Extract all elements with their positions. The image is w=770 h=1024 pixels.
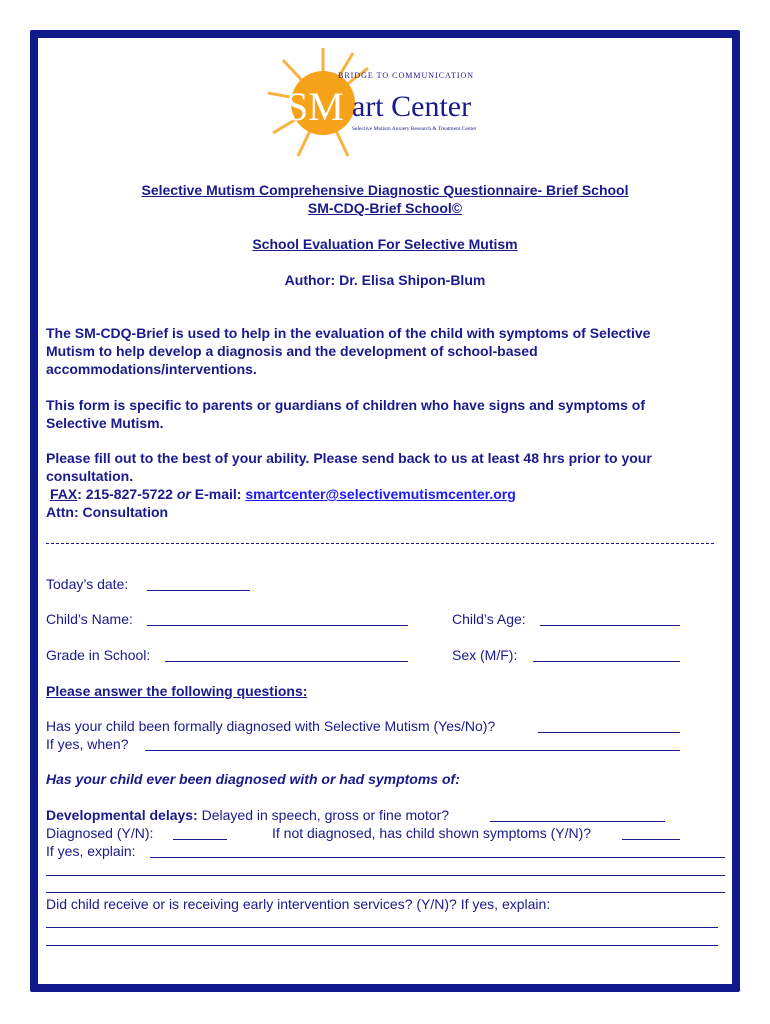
q1-when-field[interactable] [145, 750, 680, 751]
explain-field-3[interactable] [46, 892, 725, 893]
or-text: or [176, 486, 191, 502]
explain-label: If yes, explain: [46, 843, 136, 859]
q3-field-1[interactable] [46, 927, 718, 928]
sex-field[interactable] [533, 661, 680, 662]
symptoms-field[interactable] [622, 839, 680, 840]
today-date-field[interactable] [147, 590, 250, 591]
svg-text:BRIDGE TO COMMUNICATION: BRIDGE TO COMMUNICATION [338, 71, 475, 80]
q1-answer-field[interactable] [538, 732, 680, 733]
intro-p3-line-2: consultation. [46, 468, 134, 484]
q1-when-label: If yes, when? [46, 736, 129, 752]
q1-text: Has your child been formally diagnosed with Selective Mutism (Yes/No)? [46, 718, 496, 734]
intro-p2-line-1: This form is specific to parents or guardians of children who have signs and symptoms of [46, 397, 645, 413]
grade-label: Grade in School: [46, 647, 151, 663]
explain-field-2[interactable] [46, 875, 725, 876]
svg-text:Selective Mutism Anxiety Resea: Selective Mutism Anxiety Research & Treatment Center [352, 126, 477, 132]
intro-p3-line-1: Please fill out to the best of your ability. Please send back to us at least 48 hrs prior to your [46, 450, 652, 466]
smart-center-logo [268, 48, 518, 158]
child-name-label: Child’s Name: [46, 611, 133, 627]
attn-line: Attn: Consultation [46, 504, 169, 520]
contact-line [50, 486, 516, 502]
intro-line-1: The SM-CDQ-Brief is used to help in the evaluation of the child with symptoms of Selective [46, 325, 651, 341]
intro-line-3: accommodations/interventions. [46, 361, 257, 377]
svg-text:SM: SM [286, 84, 344, 129]
email-link[interactable]: smartcenter@selectivemutismcenter.org [245, 486, 516, 502]
q2-heading: Has your child ever been diagnosed with or had symptoms of: [46, 771, 460, 787]
dev-text: Delayed in speech, gross or fine motor? [197, 807, 450, 823]
dev-label: Developmental delays: [46, 807, 198, 823]
section-heading: School Evaluation For Selective Mutism [252, 236, 518, 252]
developmental-delays-line [46, 807, 449, 823]
fax-label: FAX [50, 486, 78, 502]
q3-field-2[interactable] [46, 945, 718, 946]
intro-line-2: Mutism to help develop a diagnosis and the development of school-based [46, 343, 538, 359]
dev-answer-field[interactable] [490, 821, 665, 822]
q3-text: Did child receive or is receiving early intervention services? (Y/N)? If yes, explain: [46, 896, 551, 912]
email-label: E-mail: [190, 486, 246, 502]
child-age-field[interactable] [540, 625, 680, 626]
author: Author: Dr. Elisa Shipon-Blum [284, 272, 486, 288]
diagnosed-field[interactable] [173, 839, 227, 840]
explain-field-1[interactable] [150, 857, 725, 858]
sex-label: Sex (M/F): [452, 647, 518, 663]
svg-text:art Center: art Center [352, 90, 472, 123]
section-divider [46, 543, 714, 544]
document-title: Selective Mutism Comprehensive Diagnostic Questionnaire- Brief School [141, 182, 629, 198]
child-age-label: Child’s Age: [452, 611, 526, 627]
grade-field[interactable] [165, 661, 408, 662]
not-diagnosed-label: If not diagnosed, has child shown symptoms (Y/N)? [272, 825, 592, 841]
intro-p2-line-2: Selective Mutism. [46, 415, 164, 431]
today-date-label: Today’s date: [46, 576, 129, 592]
diagnosed-label: Diagnosed (Y/N): [46, 825, 154, 841]
document-subtitle: SM-CDQ-Brief School© [307, 200, 463, 216]
fax-number: : 215-827-5722 [77, 486, 177, 502]
child-name-field[interactable] [147, 625, 408, 626]
instructions-heading: Please answer the following questions: [46, 683, 308, 699]
